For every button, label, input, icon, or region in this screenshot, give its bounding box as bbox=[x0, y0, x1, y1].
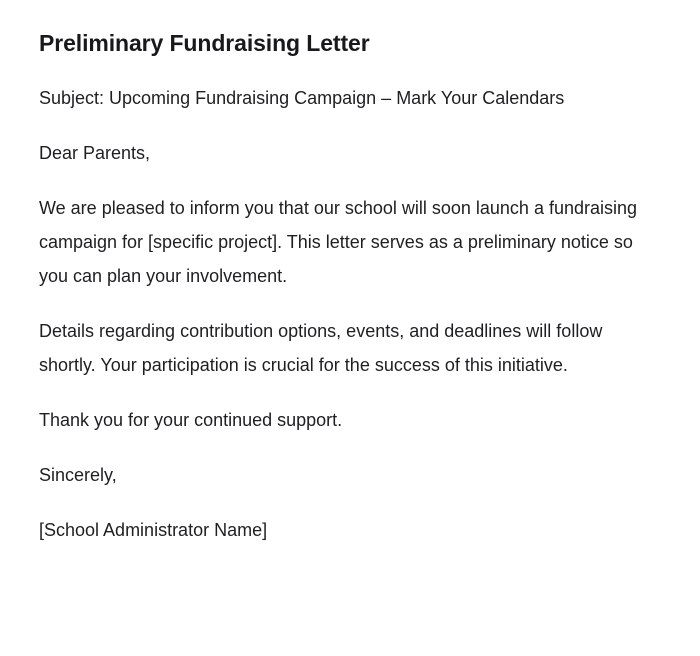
letter-subject-line: Subject: Upcoming Fundraising Campaign – Mark Your Calendars bbox=[39, 88, 565, 108]
letter-body bbox=[39, 81, 639, 547]
letter-closing: Sincerely, bbox=[39, 465, 117, 485]
page-title: Preliminary Fundraising Letter bbox=[39, 30, 370, 56]
letter-signature-placeholder: [School Administrator Name] bbox=[39, 520, 268, 540]
letter-paragraph-1: We are pleased to inform you that our school will soon launch a fundraising campaign for [specific project]. This letter serves as a preliminary notice so you can plan your involvement. bbox=[39, 198, 638, 286]
letter-paragraph-2: Details regarding contribution options, events, and deadlines will follow shortly. Your participation is crucial for the success of this initiative. bbox=[39, 321, 603, 375]
letter-thanks-line: Thank you for your continued support. bbox=[39, 410, 343, 430]
letter-salutation: Dear Parents, bbox=[39, 143, 151, 163]
